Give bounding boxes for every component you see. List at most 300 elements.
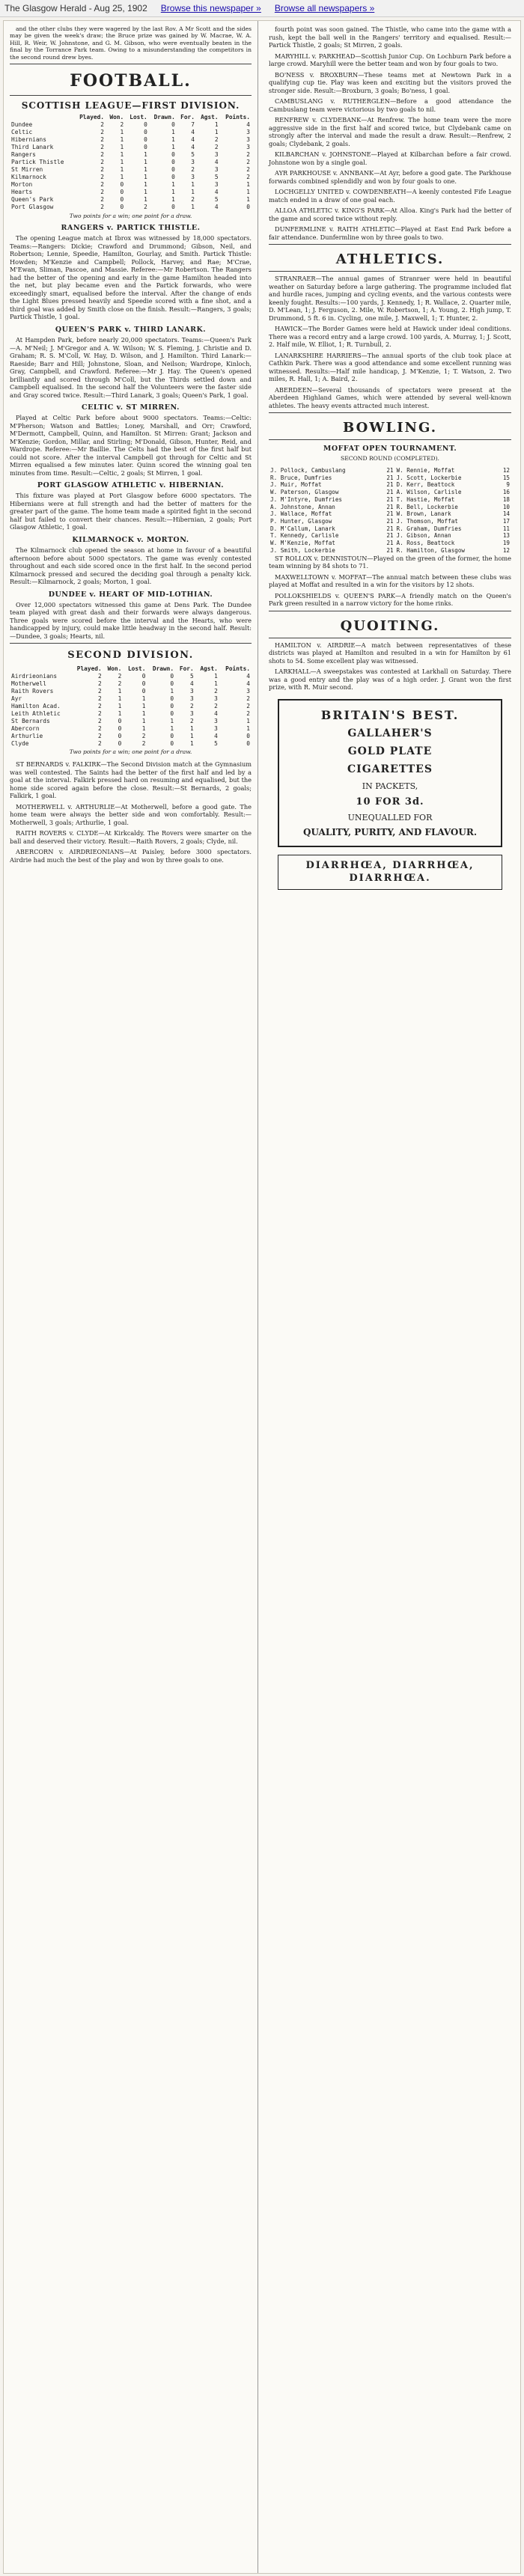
table-cell: 4	[214, 732, 218, 739]
table-cell: 2	[97, 732, 102, 739]
table-cell: 2	[214, 687, 218, 695]
table-cell: J. Scott, Lockerbie	[396, 474, 462, 481]
column-header: Points.	[225, 665, 250, 672]
table-cell: Third Lanark	[11, 143, 54, 150]
table-cell: 2	[118, 672, 122, 680]
table-cell: 3	[246, 135, 250, 143]
table-cell: 0	[171, 173, 175, 180]
table-cell: 3	[214, 695, 218, 702]
table-cell: 21	[386, 495, 394, 503]
junior-football-reports	[269, 25, 511, 113]
football-reports-continued	[269, 116, 511, 241]
table-cell: 21	[386, 510, 394, 518]
table-row	[10, 733, 252, 740]
browse-this-newspaper-link[interactable]: Browse this newspaper »	[160, 3, 261, 13]
table-cell: 0	[144, 120, 147, 128]
table-cell: 1	[246, 717, 250, 724]
table-cell: 4	[246, 672, 250, 680]
table-row	[10, 673, 252, 680]
cigarette-advertisement	[278, 699, 502, 847]
match-heading-dundee-hearts: DUNDEE v. HEART OF MID-LOTHIAN.	[48, 590, 213, 599]
table-cell: 0	[171, 150, 175, 158]
table-cell: 1	[170, 687, 174, 695]
table-cell: 1	[120, 158, 124, 165]
table-cell: 3	[214, 724, 218, 732]
table-cell: 1	[246, 180, 250, 188]
match-heading-rangers-partick: RANGERS v. PARTICK THISTLE.	[61, 224, 201, 233]
table-cell: 13	[502, 532, 510, 540]
report-paragraph: AYR PARKHOUSE v. ANNBANK—At Ayr, before a good gate. The Parkhouse forwards combined splendidly and won by four goals to one.	[269, 169, 511, 185]
table-cell: 0	[120, 195, 124, 203]
report-paragraph: MARYHILL v. PARKHEAD—Scottish Junior Cup. On Lochburn Park before a large crowd. Maryhill were the better team and won by four goals to two.	[269, 52, 511, 67]
table-cell: Rangers	[11, 150, 36, 158]
table-cell: 2	[141, 732, 146, 739]
table-cell: 2	[246, 158, 250, 165]
column-header: Won.	[107, 665, 122, 672]
table-row	[10, 144, 252, 151]
table-cell: 2	[190, 702, 194, 709]
table-cell: 1	[141, 709, 146, 717]
intro-paragraph: and the other clubs they were wagered by the last Rov. A Mr Scott and the sides may be given the week's draw; the Bruce prize was gained by W. Macrae, W. A. Hill, R. Weir, W. Johnstone, and G. M. Gibson, who were eventually beaten in the final by the Torrance Park team. Owing to a misunderstanding the competitors in the second round drew byes.	[10, 25, 252, 61]
column-header: For.	[179, 665, 194, 672]
table-cell: 3	[246, 687, 250, 695]
report-paragraph: LOCHGELLY UNITED v. COWDENBEATH—A keenly contested Fife League match ended in a draw of one goal each.	[269, 188, 511, 204]
table-cell: 1	[118, 709, 122, 717]
table-row	[269, 532, 511, 540]
table-cell: R. Bell, Lockerbie	[396, 503, 458, 510]
table-cell: Morton	[11, 180, 33, 188]
table-row	[269, 467, 511, 474]
table-cell: 2	[97, 702, 102, 709]
table-cell: 0	[144, 128, 147, 135]
table-row	[10, 166, 252, 174]
table-row	[10, 688, 252, 695]
table-cell: J. M'Intyre, Dumfries	[270, 495, 343, 503]
table-row	[10, 189, 252, 196]
table-cell: 1	[141, 724, 146, 732]
column-header: Lost.	[127, 665, 146, 672]
bowling-results-table	[269, 467, 511, 555]
table-cell: 0	[141, 680, 146, 687]
table-cell: 3	[190, 687, 194, 695]
top-navigation-bar	[0, 0, 524, 17]
table-cell: 1	[214, 120, 219, 128]
points-note: Two points for a win; one point for a draw.	[69, 212, 192, 219]
table-cell: 0	[141, 672, 146, 680]
table-cell: 1	[144, 180, 147, 188]
table-cell: 14	[502, 510, 510, 518]
table-cell: 4	[190, 680, 194, 687]
table-cell: Ayr	[11, 695, 22, 702]
table-cell: 4	[214, 709, 218, 717]
table-cell: 1	[141, 717, 146, 724]
table-cell: 10	[502, 503, 510, 510]
table-cell: 0	[171, 158, 175, 165]
table-cell: 2	[97, 672, 102, 680]
table-cell: W. Brown, Lanark	[396, 510, 451, 518]
table-cell: 1	[170, 724, 174, 732]
table-cell: 0	[144, 143, 147, 150]
bowling-reports	[269, 555, 511, 608]
table-row	[269, 496, 511, 504]
table-cell: 0	[246, 732, 250, 739]
table-cell: 0	[120, 180, 124, 188]
table-row	[10, 725, 252, 733]
table-cell: 3	[214, 150, 219, 158]
table-row	[269, 540, 511, 547]
quoiting-reports	[269, 641, 511, 692]
column-header: Agst.	[201, 113, 219, 120]
table-cell: 1	[144, 158, 147, 165]
table-cell: J. Muir, Moffat	[270, 481, 322, 489]
column-header: Points.	[225, 113, 250, 120]
quoiting-heading: QUOITING.	[340, 617, 440, 634]
table-cell: A. Johnstone, Annan	[270, 503, 335, 510]
table-cell: Raith Rovers	[11, 687, 54, 695]
column-header: Lost.	[130, 113, 147, 120]
table-cell: 21	[386, 525, 394, 532]
table-cell: 1	[120, 150, 124, 158]
table-row	[10, 680, 252, 688]
table-cell: Clyde	[11, 739, 29, 747]
bowling-tournament-heading: MOFFAT OPEN TOURNAMENT.	[323, 445, 457, 454]
table-cell: 1	[118, 702, 122, 709]
table-cell: 3	[246, 143, 250, 150]
table-cell: D. M'Callum, Lanark	[270, 525, 335, 532]
table-cell: 3	[190, 695, 194, 702]
table-row	[10, 151, 252, 159]
table-cell: 2	[144, 203, 147, 210]
table-cell: T. Kennedy, Carlisle	[270, 532, 339, 540]
table-cell: D. Kerr, Beattock	[396, 481, 455, 489]
table-cell: 2	[97, 739, 102, 747]
table-row	[269, 474, 511, 482]
table-row	[10, 181, 252, 189]
table-cell: 2	[246, 709, 250, 717]
table-cell: 2	[246, 173, 250, 180]
first-division-table	[10, 114, 252, 211]
table-row	[269, 525, 511, 533]
table-row	[10, 159, 252, 166]
table-cell: 0	[170, 709, 174, 717]
table-cell: 3	[214, 165, 219, 173]
table-cell: Motherwell	[11, 680, 46, 687]
report-paragraph: CAMBUSLANG v. RUTHERGLEN—Before a good attendance the Cambuslang team were victorious by two goals to nil.	[269, 97, 511, 113]
table-row	[10, 740, 252, 748]
table-cell: 1	[171, 188, 175, 195]
table-cell: 2	[100, 180, 104, 188]
table-cell: Partick Thistle	[11, 158, 64, 165]
table-cell: 0	[170, 695, 174, 702]
table-cell: 17	[502, 517, 510, 525]
match-heading-kilmarnock-morton: KILMARNOCK v. MORTON.	[72, 535, 189, 544]
table-cell: 2	[246, 695, 250, 702]
athletics-heading: ATHLETICS.	[335, 251, 445, 267]
table-cell: 3	[214, 180, 219, 188]
table-cell: 4	[191, 135, 195, 143]
table-cell: 4	[214, 188, 219, 195]
table-cell: 1	[120, 173, 124, 180]
table-cell: 5	[190, 672, 194, 680]
divider	[269, 244, 511, 245]
table-cell: 0	[118, 724, 122, 732]
table-cell: 2	[191, 165, 195, 173]
table-row	[269, 489, 511, 496]
table-cell: J. Wallace, Moffat	[270, 510, 332, 518]
table-cell: 0	[170, 732, 174, 739]
table-cell: 1	[118, 695, 122, 702]
table-row	[10, 136, 252, 144]
table-cell: 1	[214, 672, 218, 680]
ad-line: IN PACKETS,	[362, 781, 418, 791]
report-paragraph: LANARKSHIRE HARRIERS—The annual sports of the club took place at Cathkin Park. There was a good attendance and some excellent running was witnessed. Results:—Half mile handicap, J. M'Kenzie, 1; T. Watson, 2. Two miles, R. Hall, 1; A. Baird, 2.	[269, 351, 511, 383]
ad-line: UNEQUALLED FOR	[347, 813, 433, 823]
table-cell: 0	[170, 680, 174, 687]
table-cell: 1	[191, 188, 195, 195]
match-heading-celtic-st-mirren: CELTIC v. ST MIRREN.	[82, 403, 180, 412]
table-cell: 2	[100, 165, 104, 173]
table-cell: 1	[144, 188, 147, 195]
report-paragraph: ABERCORN v. AIRDRIEONIANS—At Paisley, before 3000 spectators. Airdrie had much the best of the play and won by three goals to one.	[10, 848, 252, 864]
table-cell: R. Bruce, Dumfries	[270, 474, 332, 481]
table-cell: 21	[386, 489, 394, 496]
table-cell: 2	[100, 143, 104, 150]
table-cell: P. Hunter, Glasgow	[270, 517, 332, 525]
table-cell: Abercorn	[11, 724, 40, 732]
table-cell: 4	[246, 120, 250, 128]
table-cell: 1	[170, 717, 174, 724]
table-cell: Kilmarnock	[11, 173, 46, 180]
table-row	[269, 547, 511, 555]
table-cell: 1	[214, 128, 219, 135]
table-cell: 0	[141, 687, 146, 695]
table-cell: 2	[246, 702, 250, 709]
table-cell: 2	[100, 120, 104, 128]
table-row	[10, 121, 252, 129]
table-cell: 2	[97, 680, 102, 687]
table-cell: J. Smith, Lockerbie	[270, 546, 335, 554]
table-cell: W. M'Kenzie, Moffat	[270, 540, 335, 547]
table-cell: 2	[214, 702, 218, 709]
second-division-reports	[10, 760, 252, 864]
report-paragraph: HAWICK—The Border Games were held at Hawick under ideal conditions. There was a record entry and a large crowd. 100 yards, A. Murray, 1; J. Scott, 2. Half mile, W. Elliot, 1; R. Turnbull, 2.	[269, 325, 511, 349]
table-cell: 1	[191, 203, 195, 210]
table-cell: 21	[386, 481, 394, 489]
table-cell: 1	[190, 739, 194, 747]
table-header-row	[10, 114, 252, 121]
report-paragraph: ALLOA ATHLETIC v. KING'S PARK—At Alloa. King's Park had the better of the game and scored twice without reply.	[269, 207, 511, 222]
table-cell: Hamilton Acad.	[11, 702, 61, 709]
table-cell: 2	[246, 150, 250, 158]
report-paragraph: MOTHERWELL v. ARTHURLIE—At Motherwell, before a good gate. The home team were always the better side and won comfortably. Result:—Motherwell, 3 goals; Arthurlie, 1 goal.	[10, 802, 252, 826]
table-cell: 12	[502, 546, 510, 554]
table-cell: 1	[120, 135, 124, 143]
table-cell: 2	[100, 150, 104, 158]
table-cell: 2	[100, 195, 104, 203]
divider	[269, 271, 511, 272]
diarrhoea-advertisement: DIARRHŒA, DIARRHŒA, DIARRHŒA.	[278, 855, 502, 890]
table-cell: 1	[144, 195, 147, 203]
table-cell: 1	[171, 128, 175, 135]
table-row	[10, 718, 252, 725]
second-division-heading: SECOND DIVISION.	[67, 650, 194, 662]
table-cell: 4	[214, 158, 219, 165]
table-cell: 21	[386, 474, 394, 481]
table-cell: Leith Athletic	[11, 709, 61, 717]
table-cell: R. Hamilton, Glasgow	[396, 546, 465, 554]
table-row	[269, 504, 511, 511]
table-cell: 0	[171, 203, 175, 210]
table-row	[10, 174, 252, 181]
table-cell: 3	[246, 128, 250, 135]
table-cell: St Bernards	[11, 717, 50, 724]
table-cell: 2	[246, 165, 250, 173]
report-paragraph: ST ROLLOX v. DENNISTOUN—Played on the green of the former, the home team winning by 84 shots to 71.	[269, 554, 511, 570]
table-cell: 2	[97, 724, 102, 732]
table-row	[10, 196, 252, 204]
report-paragraph: DUNFERMLINE v. RAITH ATHLETIC—Played at East End Park before a fair attendance. Dunfermline won by three goals to two.	[269, 225, 511, 241]
match-heading-port-glasgow-hibernian: PORT GLASGOW ATHLETIC v. HIBERNIAN.	[37, 481, 225, 490]
table-cell: 0	[118, 717, 122, 724]
table-cell: St Mirren	[11, 165, 43, 173]
table-cell: 3	[214, 717, 218, 724]
table-cell: 2	[214, 135, 219, 143]
table-cell: R. Graham, Dumfries	[396, 525, 462, 532]
right-column	[263, 21, 517, 2573]
table-cell: Celtic	[11, 128, 33, 135]
newspaper-title: The Glasgow Herald - Aug 25, 1902	[4, 3, 147, 13]
table-cell: 2	[100, 173, 104, 180]
divider	[269, 439, 511, 440]
browse-all-newspapers-link[interactable]: Browse all newspapers »	[274, 3, 375, 13]
table-cell: Port Glasgow	[11, 203, 54, 210]
table-cell: 21	[386, 532, 394, 540]
table-cell: 2	[100, 158, 104, 165]
report-paragraph: STRANRAER—The annual games of Stranraer were held in beautiful weather on Saturday before a large gathering. The programme included flat and hurdle races, jumping and cycling events, and the various contests were keenly fought. Results:—100 yards, J. Kennedy, 1; R. Wallace, 2. Quarter mile, D. M'Lean, 1; J. Ferguson, 2. Mile, W. Robertson, 1; A. Young, 2. High jump, T. Drummond, 5 ft. 6 in. Cycling, one mile, J. Maxwell, 1; T. Hunter, 2.	[269, 275, 511, 322]
table-cell: 5	[191, 150, 195, 158]
table-cell: 2	[100, 128, 104, 135]
table-cell: 1	[144, 165, 147, 173]
table-row	[269, 481, 511, 489]
table-cell: 1	[246, 188, 250, 195]
ad-line: QUALITY, PURITY, AND FLAVOUR.	[302, 826, 478, 837]
table-row	[269, 518, 511, 525]
report-paragraph: KILBARCHAN v. JOHNSTONE—Played at Kilbarchan before a fair crowd. Johnstone won by a single goal.	[269, 150, 511, 166]
table-row	[10, 129, 252, 136]
table-cell: 1	[191, 180, 195, 188]
table-cell: 1	[120, 143, 124, 150]
table-cell: 21	[386, 466, 394, 474]
table-cell: 0	[170, 672, 174, 680]
table-row	[10, 710, 252, 718]
table-cell: W. Rennie, Moffat	[396, 466, 455, 474]
table-cell: W. Paterson, Glasgow	[270, 489, 339, 496]
first-division-heading: SCOTTISH LEAGUE—FIRST DIVISION.	[21, 100, 240, 111]
table-cell: 3	[190, 709, 194, 717]
table-cell: Dundee	[11, 120, 33, 128]
column-header: Agst.	[200, 665, 218, 672]
table-cell: 1	[141, 702, 146, 709]
table-cell: 1	[190, 732, 194, 739]
points-note: Two points for a win; one point for a draw.	[69, 748, 192, 756]
table-cell: J. Thomson, Moffat	[396, 517, 458, 525]
table-cell: 18	[502, 495, 510, 503]
report-paragraph: fourth point was soon gained. The Thistle, who came into the game with a rush, kept the ball well in the Rangers' territory and equalised. Result:—Partick Thistle, 2 goals; St Mirren, 2 goals.	[269, 25, 511, 49]
table-cell: 0	[118, 732, 122, 739]
table-cell: J. Pollock, Cambuslang	[270, 466, 346, 474]
table-cell: 2	[97, 687, 102, 695]
column-header	[10, 114, 74, 121]
table-cell: 1	[171, 135, 175, 143]
table-cell: 0	[246, 203, 250, 210]
ad-line: CIGARETTES	[347, 763, 433, 775]
table-row	[10, 204, 252, 211]
column-header: Played.	[76, 665, 102, 672]
column-header: Drawn.	[153, 113, 175, 120]
table-cell: 2	[97, 709, 102, 717]
table-row	[10, 703, 252, 710]
table-cell: 1	[144, 150, 147, 158]
table-cell: 1	[141, 695, 146, 702]
table-cell: 2	[97, 695, 102, 702]
table-cell: 1	[118, 687, 122, 695]
table-cell: 1	[120, 165, 124, 173]
table-cell: Arthurlie	[11, 732, 43, 739]
table-cell: 5	[214, 739, 218, 747]
match-heading-queens-park-third-lanark: QUEEN'S PARK v. THIRD LANARK.	[55, 325, 207, 334]
report-paragraph: RAITH ROVERS v. CLYDE—At Kirkcaldy. The Rovers were smarter on the ball and deserved their victory. Result:—Raith Rovers, 2 goals; Clyde, nil.	[10, 829, 252, 845]
match-report: This fixture was played at Port Glasgow before 6000 spectators. The Hibernians were at full strength and had the better of matters for the greater part of the game. The home team made a spirited fight in the second half but failed to convert their chances. Result:—Hibernian, 2 goals; Port Glasgow Athletic, 1 goal.	[10, 492, 252, 531]
table-cell: A. Ross, Beattock	[396, 540, 455, 547]
ad-line: GALLAHER'S	[347, 727, 433, 740]
column-header: Drawn.	[152, 665, 174, 672]
table-cell: 4	[246, 680, 250, 687]
table-cell: 0	[171, 165, 175, 173]
second-division-table	[10, 665, 252, 748]
ad-line: 10 FOR 3d.	[356, 796, 424, 808]
column-header	[10, 665, 71, 673]
report-paragraph: ABERDEEN—Several thousands of spectators were present at the Aberdeen Highland Games, which were attended by several well-known athletes. The heavy events attracted much interest.	[269, 385, 511, 409]
match-report: Over 12,000 spectators witnessed this game at Dens Park. The Dundee team played with great dash and their forwards were always dangerous. Three goals were scored before the interval and the Hearts, who were handicapped by injury, could make little headway in the second half. Result:—Dundee, 3 goals; Hearts, nil.	[10, 600, 252, 640]
table-cell: 4	[214, 203, 219, 210]
left-column	[4, 21, 258, 2573]
table-cell: 2	[100, 188, 104, 195]
table-cell: 2	[214, 143, 219, 150]
table-cell: 1	[246, 724, 250, 732]
match-report: Played at Celtic Park before about 9000 spectators. Teams:—Celtic: M'Pherson; Watson and Battles; Loney, Marshall, and Orr; Crawford, M'Dermott, Campbell, Quinn, and Hamilton. St Mirren: Grant; Jackson and M'Kenzie; Gordon, Millar, and Stirling; M'Donald, Gibson, Hunter, Reid, and Wardrope. Referee:—Mr Baillie. The Celts had the best of the first half but could not score. After the interval Campbell got through for Celtic and St Mirren equalised a few minutes later. Quinn scored the winning goal ten minutes from time. Result:—Celtic, 2 goals; St Mirren, 1 goal.	[10, 414, 252, 477]
table-cell: J. Gibson, Annan	[396, 532, 451, 540]
table-cell: 7	[191, 120, 195, 128]
table-cell: 0	[246, 739, 250, 747]
table-cell: 3	[191, 158, 195, 165]
table-cell: 1	[171, 180, 175, 188]
table-cell: 5	[214, 173, 219, 180]
table-cell: 0	[120, 188, 124, 195]
report-paragraph: POLLOKSHIELDS v. QUEEN'S PARK—A friendly match on the Queen's Park green resulted in a narrow victory for the home rinks.	[269, 591, 511, 608]
table-cell: 0	[118, 739, 122, 747]
table-cell: 0	[171, 120, 175, 128]
table-cell: 21	[386, 540, 394, 547]
table-cell: 1	[171, 195, 175, 203]
table-cell: 2	[97, 717, 102, 724]
table-cell: 16	[502, 489, 510, 496]
column-header: Played.	[79, 113, 104, 120]
table-cell: 1	[214, 680, 218, 687]
table-cell: 21	[386, 503, 394, 510]
table-cell: Hearts	[11, 188, 33, 195]
table-cell: 1	[120, 128, 124, 135]
table-cell: 4	[191, 128, 195, 135]
